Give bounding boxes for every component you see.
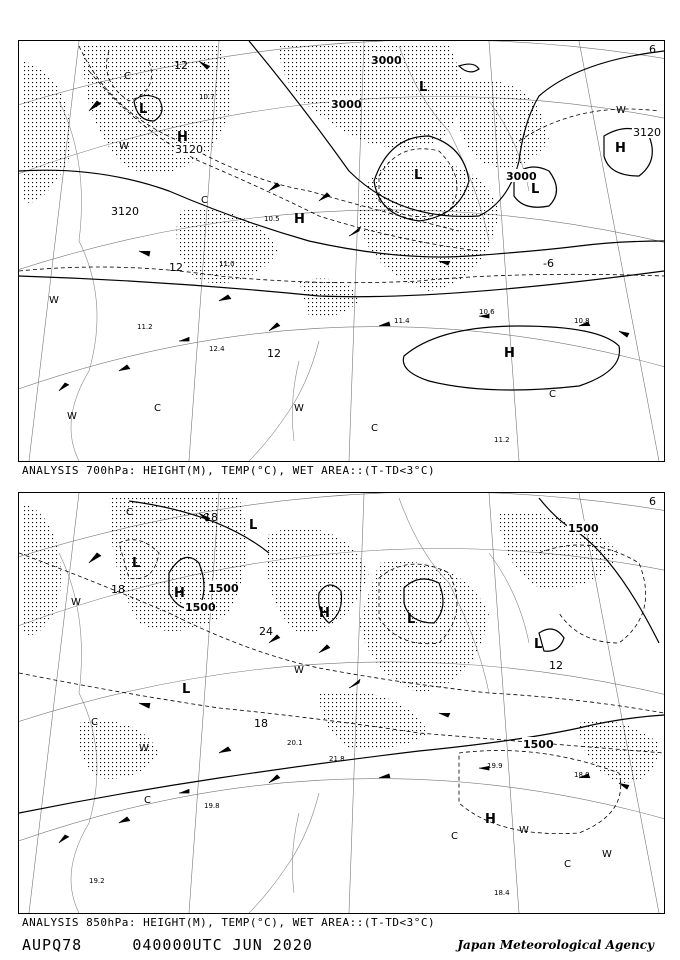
station-value: 11.2	[137, 323, 153, 331]
cold-marker: C	[371, 423, 378, 434]
height-label: 3000	[371, 54, 402, 67]
station-value: 10.5	[264, 215, 280, 223]
cold-marker: C	[154, 403, 161, 414]
low-center: L	[249, 518, 258, 533]
high-center: H	[504, 346, 515, 361]
station-value: 18.4	[494, 889, 510, 897]
cold-marker: C	[451, 831, 458, 842]
station-value: 11.2	[494, 436, 510, 444]
warm-marker: W	[49, 295, 59, 306]
warm-marker: W	[519, 825, 529, 836]
warm-marker: W	[294, 665, 304, 676]
height-label: 3000	[506, 170, 537, 183]
station-value: 19.9	[487, 762, 503, 770]
high-center: H	[294, 212, 305, 227]
station-plots	[89, 739, 590, 897]
high-center: H	[174, 586, 185, 601]
height-label: 3000	[331, 98, 362, 111]
temp-label: 12	[549, 659, 563, 672]
station-value: 20.1	[287, 739, 303, 747]
low-center: L	[407, 612, 416, 627]
cold-marker: C	[144, 795, 151, 806]
temp-label: 18	[254, 717, 268, 730]
station-value: 10.8	[574, 317, 590, 325]
height-label: 3120	[111, 205, 139, 218]
station-value: 19.8	[204, 802, 220, 810]
warm-marker: W	[67, 411, 77, 422]
cold-marker: C	[91, 717, 98, 728]
height-label: 3120	[633, 126, 661, 139]
low-center: L	[534, 637, 543, 652]
station-value: 21.8	[329, 755, 345, 763]
station-value: 10.6	[479, 308, 495, 316]
station-value: 11.0	[219, 260, 235, 268]
temp-label: 6	[649, 495, 656, 508]
station-value: 18.0	[574, 771, 590, 779]
temp-label: 24	[259, 625, 273, 638]
height-label: 3120	[175, 143, 203, 156]
high-center: H	[485, 812, 496, 827]
low-center: L	[419, 80, 428, 95]
station-value: 10.7	[199, 93, 215, 101]
height-label: 1500	[208, 582, 239, 595]
agency-name: Japan Meteorological Agency	[457, 938, 654, 952]
temp-label: 12	[174, 59, 188, 72]
cold-marker: C	[126, 507, 133, 518]
cold-marker: C	[124, 71, 131, 82]
caption-850hpa: ANALYSIS 850hPa: HEIGHT(M), TEMP(°C), WET AREA::(T-TD<3°C)	[22, 916, 436, 929]
height-label: 1500	[568, 522, 599, 535]
warm-marker: W	[139, 743, 149, 754]
station-value: 19.2	[89, 877, 105, 885]
temp-label: 12	[169, 261, 183, 274]
cold-marker: C	[564, 859, 571, 870]
height-label: 1500	[523, 738, 554, 751]
temp-label: 12	[267, 347, 281, 360]
caption-700hpa: ANALYSIS 700hPa: HEIGHT(M), TEMP(°C), WET AREA::(T-TD<3°C)	[22, 464, 436, 477]
map-700hpa	[18, 40, 665, 462]
temp-label: -6	[543, 257, 554, 270]
cold-marker: C	[201, 195, 208, 206]
temp-label: 6	[649, 43, 656, 56]
warm-marker: W	[71, 597, 81, 608]
map-850hpa-canvas	[19, 493, 664, 913]
warm-marker: W	[119, 141, 129, 152]
station-value: 11.4	[394, 317, 410, 325]
high-center: H	[177, 130, 188, 145]
low-center: L	[139, 102, 148, 117]
station-value: 12.4	[209, 345, 225, 353]
low-center: L	[182, 682, 191, 697]
height-label: 1500	[185, 601, 216, 614]
wet-areas	[24, 498, 659, 783]
chart-code-datetime: AUPQ78 040000UTC JUN 2020	[22, 936, 313, 954]
temp-label: 18	[111, 583, 125, 596]
map-850hpa	[18, 492, 665, 914]
map-700hpa-canvas	[19, 41, 664, 461]
low-center: L	[132, 556, 141, 571]
low-center: L	[414, 168, 423, 183]
temp-label: 18	[204, 511, 218, 524]
high-center: H	[615, 141, 626, 156]
high-center: H	[319, 606, 330, 621]
low-center: L	[531, 182, 540, 197]
warm-marker: W	[602, 849, 612, 860]
cold-marker: C	[549, 389, 556, 400]
warm-marker: W	[616, 105, 626, 116]
warm-marker: W	[294, 403, 304, 414]
